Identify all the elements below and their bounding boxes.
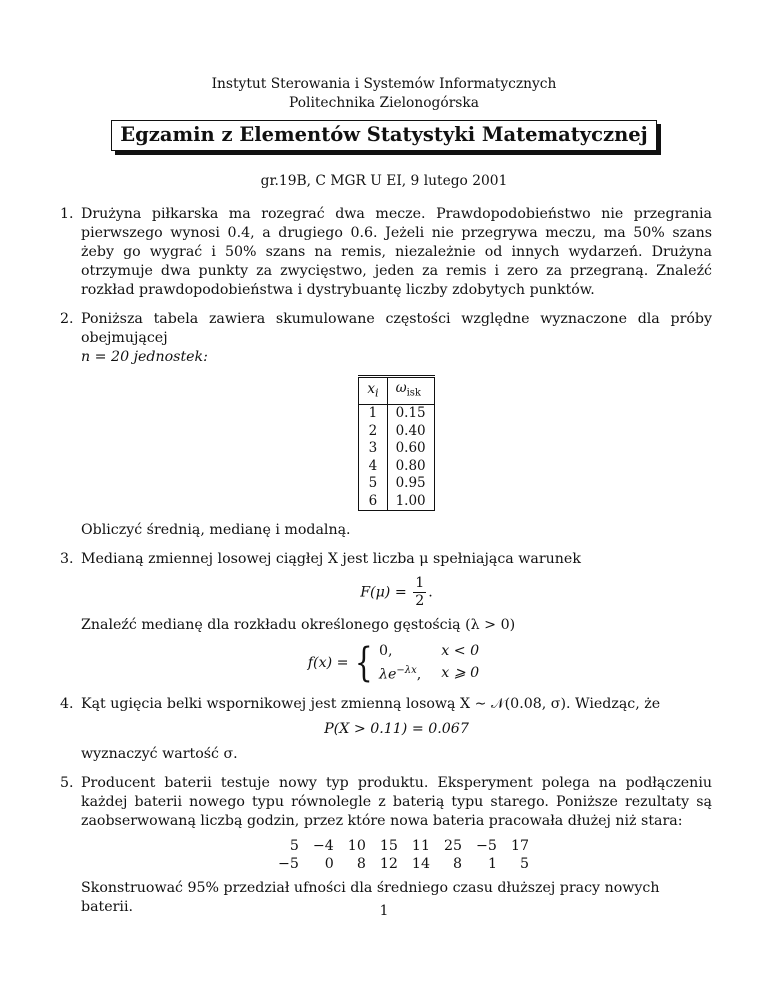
problem-text: Drużyna piłkarska ma rozegrać dwa mecze. Prawdopodobieństwo nie przegrania pierwszego wynosi 0.4, a drugiego 0.6. Jeżeli nie przegrywa meczu, ma 50% szans żeby go wygrać i 50% szans na remis, niezależnie od innych wydarzeń. Drużyna otrzymuje dwa punkty za zwycięstwo, jeden za remis i zero za przegraną. Znaleźć rozkład prawdopodobieństwa i dystrybuantę liczby zdobytych punktów. [81, 206, 712, 298]
problem-intro: Poniższa tabela zawiera skumulowane częstości względne wyznaczone dla próby obejmującej [81, 311, 712, 346]
fraction-one-half [413, 575, 426, 610]
institute-header [0, 75, 768, 113]
problem-list [60, 205, 712, 927]
case-value: 0, [378, 643, 393, 660]
exam-title: Egzamin z Elementów Statystyki Matematycznej [111, 120, 656, 151]
table-cell: 1.00 [387, 493, 434, 511]
case-row [379, 661, 485, 685]
data-cell: 5 [289, 837, 299, 854]
table-cell: 0.60 [387, 440, 434, 458]
table-cell: 6 [359, 493, 387, 511]
equation-period: . [428, 584, 433, 601]
case-row [379, 641, 485, 661]
problem-4 [60, 695, 712, 764]
problem-number: 3. [60, 551, 74, 568]
data-cell: 17 [510, 837, 530, 854]
density-definition [81, 641, 712, 685]
problem-outro: wyznaczyć wartość σ. [81, 745, 238, 762]
institute-name: Instytut Sterowania i Systemów Informatycznych [211, 76, 557, 92]
data-cell: 8 [356, 855, 366, 872]
table-cell: 3 [359, 440, 387, 458]
case-condition: x ⩾ 0 [441, 665, 480, 682]
title-wrapper [0, 120, 768, 151]
problem-outro: Obliczyć średnią, medianę i modalną. [81, 522, 351, 539]
data-cell: −5 [476, 837, 497, 854]
problem-number: 5. [60, 774, 74, 791]
table-row [359, 423, 434, 441]
column-header-omega: $\omega_{isk}$ [387, 377, 434, 405]
data-cell: 1 [487, 855, 497, 872]
table-row [359, 493, 434, 511]
data-cell: 0 [324, 855, 334, 872]
problem-middle: Znaleźć medianę dla rozkładu określonego gęstością (λ > 0) [81, 617, 516, 634]
fraction-denominator: 2 [415, 593, 425, 610]
table-row [359, 440, 434, 458]
table-header-row [359, 377, 434, 405]
battery-data-table [264, 837, 529, 873]
median-equation [81, 575, 712, 610]
problem-outro: Skonstruować 95% przedział ufności dla średniego czasu dłuższej pracy nowych baterii. [81, 879, 660, 915]
problem-intro: Kąt ugięcia belki wspornikowej jest zmienną losową X ∼ 𝒩(0.08, σ). Wiedząc, że [81, 695, 661, 712]
table-cell: 0.15 [387, 405, 434, 423]
frequency-table [358, 375, 434, 511]
table-cell: 0.95 [387, 475, 434, 493]
data-cell: 12 [379, 855, 398, 872]
table-row [359, 405, 434, 423]
data-row [264, 855, 529, 873]
data-cell: 10 [347, 837, 366, 854]
column-header-x: $x_i$ [359, 377, 387, 405]
frequency-table-wrapper [81, 375, 712, 511]
problem-intro: Medianą zmiennej losowej ciągłej X jest liczba μ spełniająca warunek [81, 551, 581, 568]
table-cell: 0.80 [387, 458, 434, 476]
university-name: Politechnika Zielonogórska [289, 95, 479, 111]
page-number: 1 [379, 903, 389, 919]
case-value: $\lambda e^{-\lambda x}$, [378, 665, 422, 683]
data-cell: 15 [379, 837, 398, 854]
problem-text [81, 310, 712, 367]
problem-number: 4. [60, 695, 74, 712]
probability-equation: P(X > 0.11) = 0.067 [324, 720, 469, 737]
density-lhs: f(x) = [307, 654, 349, 671]
table-row [359, 458, 434, 476]
data-cell: 14 [411, 855, 430, 872]
problem-number: 2. [60, 311, 74, 327]
data-cell: 25 [443, 837, 463, 854]
table-cell: 4 [359, 458, 387, 476]
data-cell: 5 [520, 855, 530, 872]
table-row [359, 475, 434, 493]
equation-lhs: F(μ) = [360, 584, 407, 601]
problem-3 [60, 550, 712, 685]
data-cell: −4 [312, 837, 334, 854]
table-cell: 5 [359, 475, 387, 493]
left-brace-icon: { [354, 640, 373, 687]
problem-intro-2: n = 20 jednostek: [81, 349, 208, 365]
case-condition: x < 0 [441, 643, 480, 660]
problem-text: Producent baterii testuje nowy typ produktu. Eksperyment polega na podłączeniu każdej baterii nowego typu równolegle z baterią typu starego. Poniższe rezultaty są zaobserwowaną liczbą godzin, przez które nowa bateria pracowała dłużej niż stara: [81, 774, 712, 829]
data-cell: −5 [277, 855, 299, 872]
table-cell: 2 [359, 423, 387, 441]
exam-meta: gr.19B, C MGR U EI, 9 lutego 2001 [260, 173, 508, 189]
data-cell: 11 [411, 837, 430, 854]
table-cell: 0.40 [387, 423, 434, 441]
data-cell: 8 [453, 855, 463, 872]
problem-number: 1. [60, 206, 74, 222]
fraction-numerator: 1 [415, 575, 425, 592]
problem-1 [60, 205, 712, 300]
data-row [264, 837, 529, 855]
table-cell: 1 [359, 405, 387, 423]
problem-2 [60, 310, 712, 540]
problem-5 [60, 774, 712, 917]
